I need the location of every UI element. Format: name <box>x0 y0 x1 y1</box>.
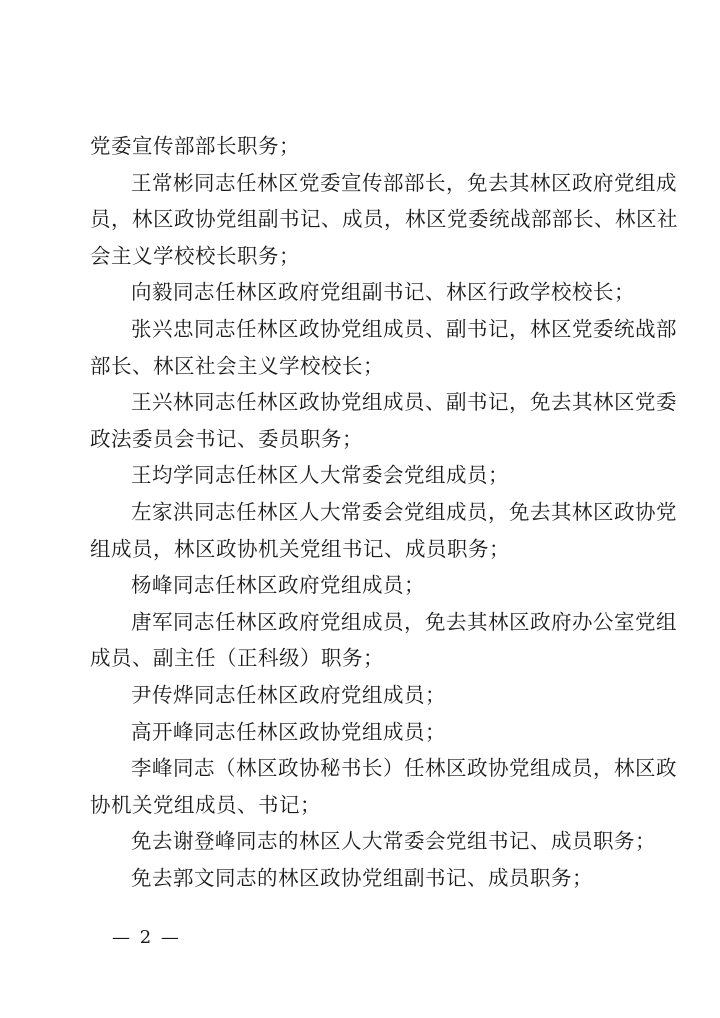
text-line: 组成员，林区政协机关党组书记、成员职务； <box>90 536 510 561</box>
text-line: 高开峰同志任林区政协党组成员； <box>131 719 446 744</box>
text-line: 部长、林区社会主义学校校长； <box>90 353 384 378</box>
text-line: 王兴林同志任林区政协党组成员、副书记，免去其林区党委 <box>131 390 677 415</box>
document-body <box>90 128 678 896</box>
text-line: 免去谢登峰同志的林区人大常委会党组书记、成员职务； <box>131 829 656 854</box>
text-line: 成员、副主任（正科级）职务； <box>90 646 384 671</box>
text-line: 会主义学校校长职务； <box>90 243 300 268</box>
text-line: 杨峰同志任林区政府党组成员； <box>131 573 425 598</box>
text-line: 唐军同志任林区政府党组成员，免去其林区政府办公室党组 <box>131 609 677 634</box>
text-line: 张兴忠同志任林区政协党组成员、副书记，林区党委统战部 <box>131 316 677 341</box>
text-line: 王常彬同志任林区党委宣传部部长，免去其林区政府党组成 <box>131 170 677 195</box>
text-line: 党委宣传部部长职务； <box>90 134 300 158</box>
text-line: 向毅同志任林区政府党组副书记、林区行政学校校长； <box>131 280 635 305</box>
text-line: 协机关党组成员、书记； <box>90 792 321 817</box>
text-line: 员，林区政协党组副书记、成员，林区党委统战部部长、林区社 <box>90 207 678 232</box>
page-number: — 2 — <box>112 927 181 948</box>
text-line: 政法委员会书记、委员职务； <box>90 426 363 451</box>
text-line: 王均学同志任林区人大常委会党组成员； <box>131 463 509 488</box>
text-line: 左家洪同志任林区人大常委会党组成员，免去其林区政协党 <box>131 499 677 524</box>
text-line: 免去郭文同志的林区政协党组副书记、成员职务； <box>131 865 593 890</box>
text-line: 李峰同志（林区政协秘书长）任林区政协党组成员，林区政 <box>131 756 677 781</box>
text-line: 尹传烨同志任林区政府党组成员； <box>131 682 446 707</box>
